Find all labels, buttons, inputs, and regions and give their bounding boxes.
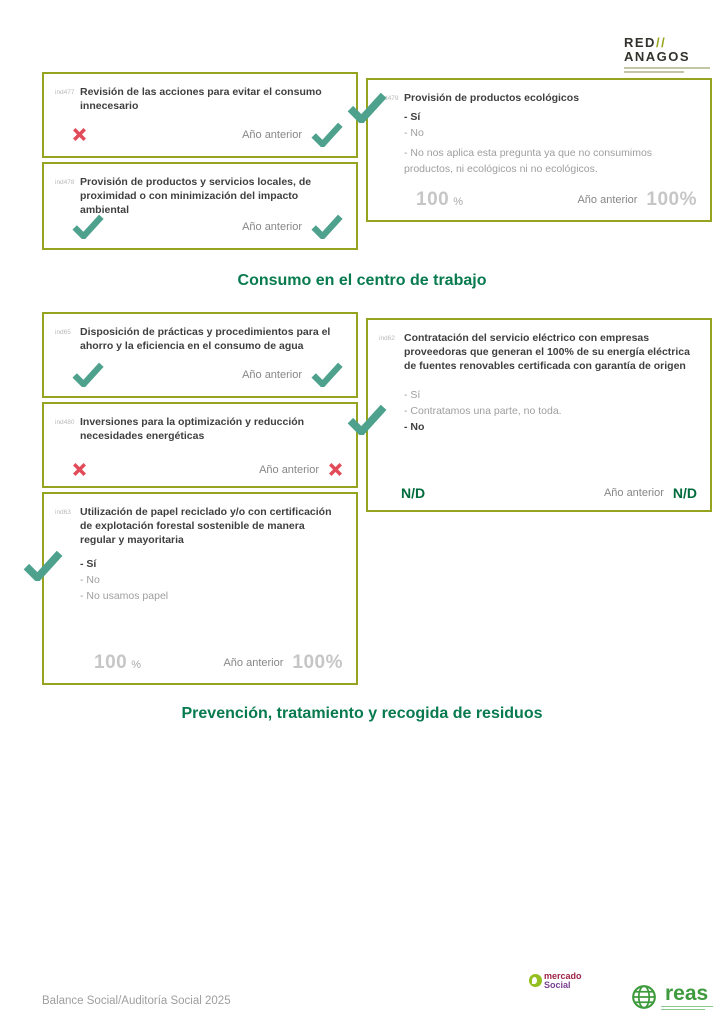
- indicator-card-ind63: [42, 492, 358, 685]
- check-icon: [311, 122, 343, 147]
- option-no-aplica: - No nos aplica esta pregunta ya que no consumimos productos, ni ecológicos ni no ecológicos.: [404, 147, 653, 175]
- option-no: - No: [404, 127, 424, 139]
- prev-year-label: Año anterior: [242, 368, 302, 381]
- indicator-id: ind479: [379, 95, 399, 102]
- indicator-card-ind65: [42, 312, 358, 398]
- selected-check-icon: [23, 550, 63, 581]
- indicator-title: Inversiones para la optimización y reducción necesidades energéticas: [80, 416, 305, 442]
- indicator-id: ind65: [55, 329, 71, 336]
- prev-year-label: Año anterior: [603, 487, 664, 499]
- reas-tagline-line: [661, 1006, 713, 1008]
- reas-word: reas: [665, 982, 709, 1005]
- reas-tagline-line: [661, 1009, 705, 1011]
- indicator-title: Provisión de productos y servicios locales, de proximidad o con minimización del impacto ambiental: [80, 176, 312, 216]
- option-no: - No: [404, 421, 425, 433]
- indicator-title: Utilización de papel reciclado y/o con certificación de explotación forestal sostenible de manera regular y mayoritaria: [80, 506, 332, 546]
- indicator-id: ind478: [55, 179, 75, 186]
- indicator-card-ind477: [42, 72, 358, 158]
- check-icon: [311, 214, 343, 239]
- current-value: N/D: [401, 485, 426, 501]
- indicator-id: ind63: [55, 509, 71, 516]
- option-si: - Sí: [80, 558, 97, 570]
- option-parte: - Contratamos una parte, no toda.: [404, 405, 562, 417]
- x-icon: [72, 127, 87, 142]
- indicator-id: ind477: [55, 89, 75, 96]
- reas-logo: [631, 984, 713, 1010]
- x-icon: [72, 462, 87, 477]
- indicator-title: Disposición de prácticas y procedimientos para el ahorro y la eficiencia en el consumo de agua: [80, 326, 331, 352]
- section-heading-consumo: Consumo en el centro de trabajo: [237, 272, 487, 289]
- logo-slashes: //: [655, 35, 667, 50]
- social-word: Social: [544, 980, 571, 990]
- logo-tagline-line: [624, 67, 710, 69]
- mercado-word: mercado: [544, 971, 582, 981]
- current-value: [416, 189, 463, 211]
- prev-year-label: Año anterior: [242, 128, 302, 141]
- indicator-id: ind62: [379, 335, 395, 342]
- indicator-card-ind480: [42, 402, 358, 488]
- red-anagos-logo: [624, 36, 710, 75]
- value-number: 100: [416, 189, 450, 210]
- logo-tagline: [624, 67, 710, 73]
- check-icon: [311, 362, 343, 387]
- logo-tagline-line: [624, 71, 684, 73]
- options-list: [80, 556, 342, 604]
- logo-anagos-text: ANAGOS: [624, 49, 691, 64]
- option-si: - Sí: [404, 111, 421, 123]
- x-icon: [328, 462, 343, 477]
- indicator-card-ind479: [366, 78, 712, 222]
- section-heading-residuos: Prevención, tratamiento y recogida de residuos: [181, 705, 543, 722]
- logo-line1: [624, 36, 710, 50]
- selected-check-icon: [347, 404, 387, 435]
- footer-document-title: Balance Social/Auditoría Social 2025: [42, 995, 231, 1007]
- mercado-social-icon: [529, 974, 542, 987]
- indicator-card-ind62: [366, 318, 712, 512]
- indicator-title: Provisión de productos ecológicos: [404, 92, 580, 104]
- value-number: 100: [94, 652, 128, 673]
- indicator-title: Contratación del servicio eléctrico con empresas proveedoras que generan el 100% de su energía eléctrica de fuentes renovables certificada con garantía de origen: [404, 332, 690, 372]
- mercado-social-logo: [529, 972, 582, 990]
- prev-value: 100%: [292, 652, 343, 673]
- current-value: [94, 652, 141, 674]
- reas-tagline: [661, 1006, 713, 1011]
- indicator-id: ind480: [55, 419, 75, 426]
- prev-value: 100%: [646, 189, 697, 210]
- logo-red-text: RED: [624, 35, 656, 50]
- option-si: - Sí: [404, 389, 421, 401]
- check-icon: [72, 362, 104, 387]
- prev-value: N/D: [672, 485, 697, 501]
- option-no-papel: - No usamos papel: [80, 590, 169, 602]
- prev-year-label: Año anterior: [259, 463, 319, 476]
- check-icon: [72, 214, 104, 239]
- indicator-card-ind478: [42, 162, 358, 250]
- selected-check-icon: [347, 92, 387, 123]
- percent-sign: %: [453, 196, 463, 208]
- options-list: [404, 387, 696, 435]
- globe-icon: [631, 984, 657, 1010]
- prev-year-label: Año anterior: [223, 657, 284, 669]
- prev-year-label: Año anterior: [242, 220, 302, 233]
- indicator-title: Revisión de las acciones para evitar el consumo innecesario: [80, 86, 322, 112]
- percent-sign: %: [131, 659, 141, 671]
- option-no: - No: [80, 574, 100, 586]
- prev-year-label: Año anterior: [577, 194, 638, 206]
- options-list: [404, 109, 696, 177]
